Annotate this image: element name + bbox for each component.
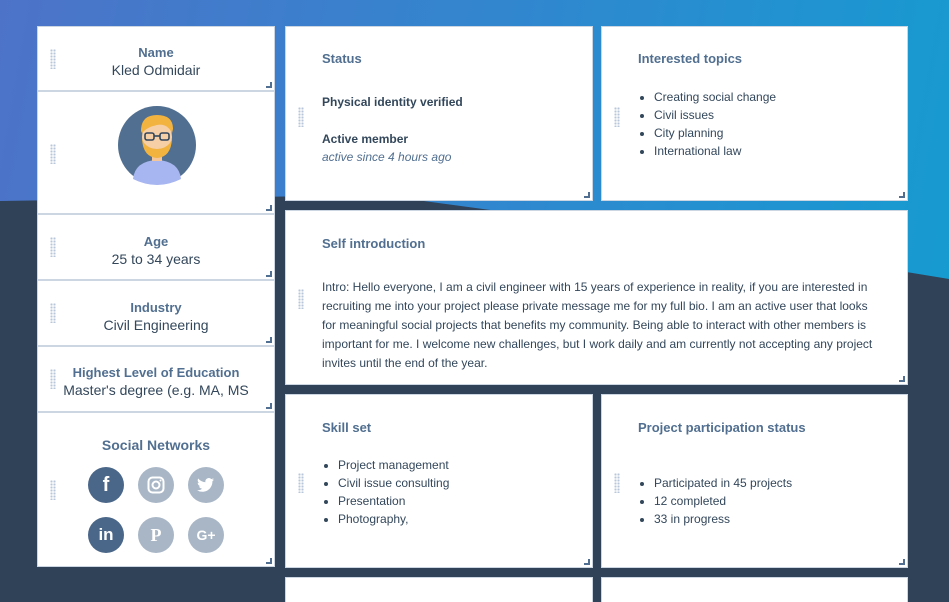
facebook-icon[interactable]: f (88, 467, 124, 503)
active-member-text: Active member (322, 132, 409, 146)
resize-handle[interactable] (266, 82, 272, 88)
education-label: Highest Level of Education (72, 365, 240, 380)
active-since-text: active since 4 hours ago (322, 150, 452, 164)
instagram-icon[interactable] (138, 467, 174, 503)
resize-handle[interactable] (584, 559, 590, 565)
resize-handle[interactable] (266, 337, 272, 343)
list-item: • International law (654, 142, 776, 160)
participation-title: Project participation status (638, 420, 806, 435)
name-card[interactable] (37, 26, 275, 91)
topics-title: Interested topics (638, 51, 743, 66)
resize-handle[interactable] (266, 403, 272, 409)
drag-handle[interactable] (50, 303, 56, 323)
participation-card[interactable] (601, 394, 908, 568)
resize-handle[interactable] (899, 559, 905, 565)
resize-handle[interactable] (899, 376, 905, 382)
list-item: • City planning (654, 124, 776, 142)
drag-handle[interactable] (50, 480, 56, 500)
avatar-card[interactable] (37, 91, 275, 214)
list-item: • Creating social change (654, 88, 776, 106)
name-label: Name (138, 45, 174, 60)
list-item: • 33 in progress (654, 510, 792, 528)
skills-card[interactable] (285, 394, 593, 568)
participation-list (654, 474, 792, 528)
self-intro-text: Intro: Hello everyone, I am a civil engineer with 15 years of experience in reality, if you are interested in recruiting me into your project please private message me for my full bio. I am an active user that looks for meaningful social projects that benefits my community. Being able to interact with other members is important for me. I welcome new challenges, but I work daily and am currently not accepting any project invites until the end of the year. (322, 280, 873, 370)
skills-list (338, 456, 449, 528)
google-plus-icon[interactable]: G+ (188, 517, 224, 553)
list-item: • Civil issues (654, 106, 776, 124)
industry-label: Industry (130, 300, 182, 315)
drag-handle[interactable] (614, 107, 620, 127)
industry-card[interactable] (37, 280, 275, 346)
twitter-icon[interactable] (188, 467, 224, 503)
drag-handle[interactable] (50, 369, 56, 389)
drag-handle[interactable] (298, 107, 304, 127)
list-item: • Presentation (338, 492, 449, 510)
industry-value: Civil Engineering (103, 317, 209, 333)
drag-handle[interactable] (50, 144, 56, 164)
list-item: • 12 completed (654, 492, 792, 510)
age-value: 25 to 34 years (111, 251, 201, 267)
drag-handle[interactable] (50, 237, 56, 257)
identity-verified-text: Physical identity verified (322, 95, 463, 109)
resize-handle[interactable] (266, 558, 272, 564)
drag-handle[interactable] (50, 49, 56, 69)
education-card[interactable] (37, 346, 275, 412)
partial-card-right[interactable] (601, 577, 908, 602)
avatar (117, 105, 197, 185)
drag-handle[interactable] (298, 473, 304, 493)
age-label: Age (143, 234, 169, 249)
social-networks-card[interactable] (37, 412, 275, 567)
drag-handle[interactable] (298, 289, 304, 309)
list-item: • Photography, (338, 510, 449, 528)
social-networks-label: Social Networks (101, 437, 211, 453)
list-item: • Participated in 45 projects (654, 474, 792, 492)
resize-handle[interactable] (266, 205, 272, 211)
pinterest-icon[interactable]: P (138, 517, 174, 553)
drag-handle[interactable] (614, 473, 620, 493)
skills-title: Skill set (322, 420, 372, 435)
resize-handle[interactable] (266, 271, 272, 277)
linkedin-icon[interactable]: in (88, 517, 124, 553)
self-intro-title: Self introduction (322, 236, 426, 251)
name-value: Kled Odmidair (111, 62, 201, 78)
status-card[interactable] (285, 26, 593, 201)
education-value: Master's degree (e.g. MA, MS (63, 382, 249, 398)
partial-card-left[interactable] (285, 577, 593, 602)
topics-card[interactable] (601, 26, 908, 201)
social-icons (88, 467, 224, 553)
self-intro-card[interactable] (285, 210, 908, 385)
resize-handle[interactable] (899, 192, 905, 198)
resize-handle[interactable] (584, 192, 590, 198)
age-card[interactable] (37, 214, 275, 280)
status-title: Status (322, 51, 362, 66)
topics-list (654, 88, 776, 160)
list-item: • Project management (338, 456, 449, 474)
list-item: • Civil issue consulting (338, 474, 449, 492)
